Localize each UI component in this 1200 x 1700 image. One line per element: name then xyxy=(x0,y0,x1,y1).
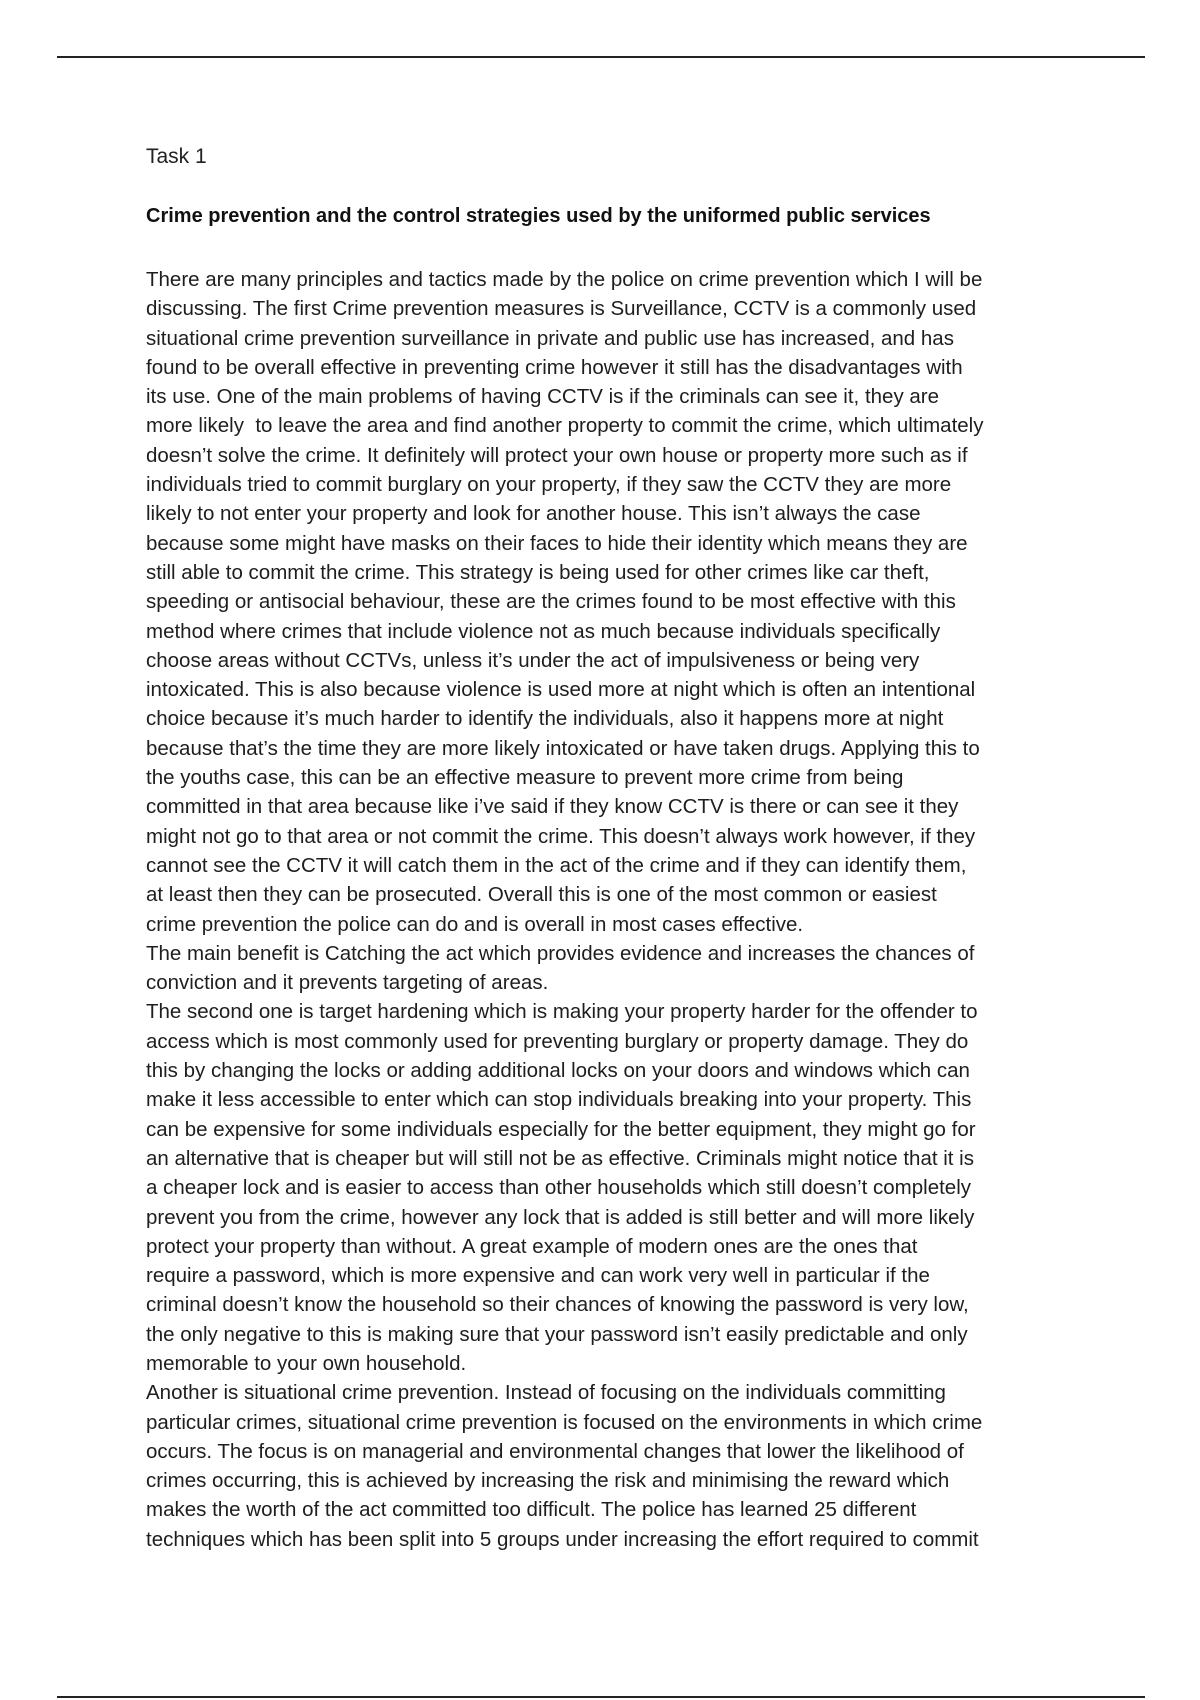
text-line: protect your property than without. A great example of modern ones are the ones that xyxy=(146,1234,918,1258)
text-line: the youths case, this can be an effective measure to prevent more crime from being xyxy=(146,766,904,790)
text-line: committed in that area because like i’ve said if they know CCTV is there or can see it they xyxy=(146,795,959,819)
text-line: crime prevention the police can do and is overall in most cases effective. xyxy=(146,912,804,936)
text-line: individuals tried to commit burglary on your property, if they saw the CCTV they are more xyxy=(146,473,952,497)
text-line: techniques which has been split into 5 groups under increasing the effort required to commit xyxy=(146,1527,979,1551)
text-line: choice because it’s much harder to identify the individuals, also it happens more at night xyxy=(146,707,944,731)
text-line: The second one is target hardening which is making your property harder for the offender to xyxy=(146,1000,978,1024)
text-line: because some might have masks on their faces to hide their identity which means they are xyxy=(146,531,968,555)
text-line: more likely to leave the area and find another property to commit the crime, which ultimately xyxy=(146,414,984,438)
footer-rule xyxy=(57,1696,1145,1698)
text-line: make it less accessible to enter which can stop individuals breaking into your property. This xyxy=(146,1088,972,1112)
text-line: memorable to your own household. xyxy=(146,1351,467,1375)
text-line: particular crimes, situational crime prevention is focused on the environments in which crime xyxy=(146,1410,983,1434)
text-line: choose areas without CCTVs, unless it’s under the act of impulsiveness or being very xyxy=(146,648,920,672)
task-label: Task 1 xyxy=(146,145,207,168)
text-line: still able to commit the crime. This strategy is being used for other crimes like car theft, xyxy=(146,560,930,584)
text-line: because that’s the time they are more likely intoxicated or have taken drugs. Applying this to xyxy=(146,736,980,760)
body-text xyxy=(146,265,1066,1554)
text-line: Another is situational crime prevention. Instead of focusing on the individuals committing xyxy=(146,1381,946,1405)
text-line: doesn’t solve the crime. It definitely will protect your own house or property more such as if xyxy=(146,443,968,467)
header-rule xyxy=(57,56,1145,58)
text-line: the only negative to this is making sure that your password isn’t easily predictable and only xyxy=(146,1322,968,1346)
text-line: might not go to that area or not commit the crime. This doesn’t always work however, if they xyxy=(146,824,976,848)
text-line: can be expensive for some individuals especially for the better equipment, they might go for xyxy=(146,1117,976,1141)
text-line: criminal doesn’t know the household so their chances of knowing the password is very low, xyxy=(146,1293,969,1317)
text-line: prevent you from the crime, however any lock that is added is still better and will more likely xyxy=(146,1205,975,1229)
text-line: cannot see the CCTV it will catch them in the act of the crime and if they can identify them, xyxy=(146,853,967,877)
text-line: crimes occurring, this is achieved by increasing the risk and minimising the reward which xyxy=(146,1469,950,1493)
text-line: situational crime prevention surveillance in private and public use has increased, and has xyxy=(146,326,954,350)
text-line: access which is most commonly used for preventing burglary or property damage. They do xyxy=(146,1029,969,1053)
text-line: this by changing the locks or adding additional locks on your doors and windows which can xyxy=(146,1059,970,1083)
text-line: its use. One of the main problems of having CCTV is if the criminals can see it, they are xyxy=(146,385,940,409)
text-line: occurs. The focus is on managerial and environmental changes that lower the likelihood of xyxy=(146,1439,964,1463)
document-title: Crime prevention and the control strategies used by the uniformed public services xyxy=(146,205,931,227)
text-line: an alternative that is cheaper but will still not be as effective. Criminals might notice that it is xyxy=(146,1146,974,1170)
text-line: speeding or antisocial behaviour, these are the crimes found to be most effective with this xyxy=(146,590,956,614)
text-line: require a password, which is more expensive and can work very well in particular if the xyxy=(146,1264,930,1288)
text-line: conviction and it prevents targeting of areas. xyxy=(146,971,549,995)
text-line: a cheaper lock and is easier to access than other households which still doesn’t completely xyxy=(146,1176,972,1200)
text-line: intoxicated. This is also because violence is used more at night which is often an intentional xyxy=(146,678,976,702)
text-line: likely to not enter your property and look for another house. This isn’t always the case xyxy=(146,502,921,526)
text-line: found to be overall effective in preventing crime however it still has the disadvantages with xyxy=(146,355,963,379)
text-line: discussing. The first Crime prevention measures is Surveillance, CCTV is a commonly used xyxy=(146,297,977,321)
text-line: The main benefit is Catching the act which provides evidence and increases the chances of xyxy=(146,941,975,965)
text-line: at least then they can be prosecuted. Overall this is one of the most common or easiest xyxy=(146,883,937,907)
text-line: makes the worth of the act committed too difficult. The police has learned 25 different xyxy=(146,1498,917,1522)
text-line: There are many principles and tactics made by the police on crime prevention which I will be xyxy=(146,268,983,291)
text-line: method where crimes that include violence not as much because individuals specifically xyxy=(146,619,941,643)
